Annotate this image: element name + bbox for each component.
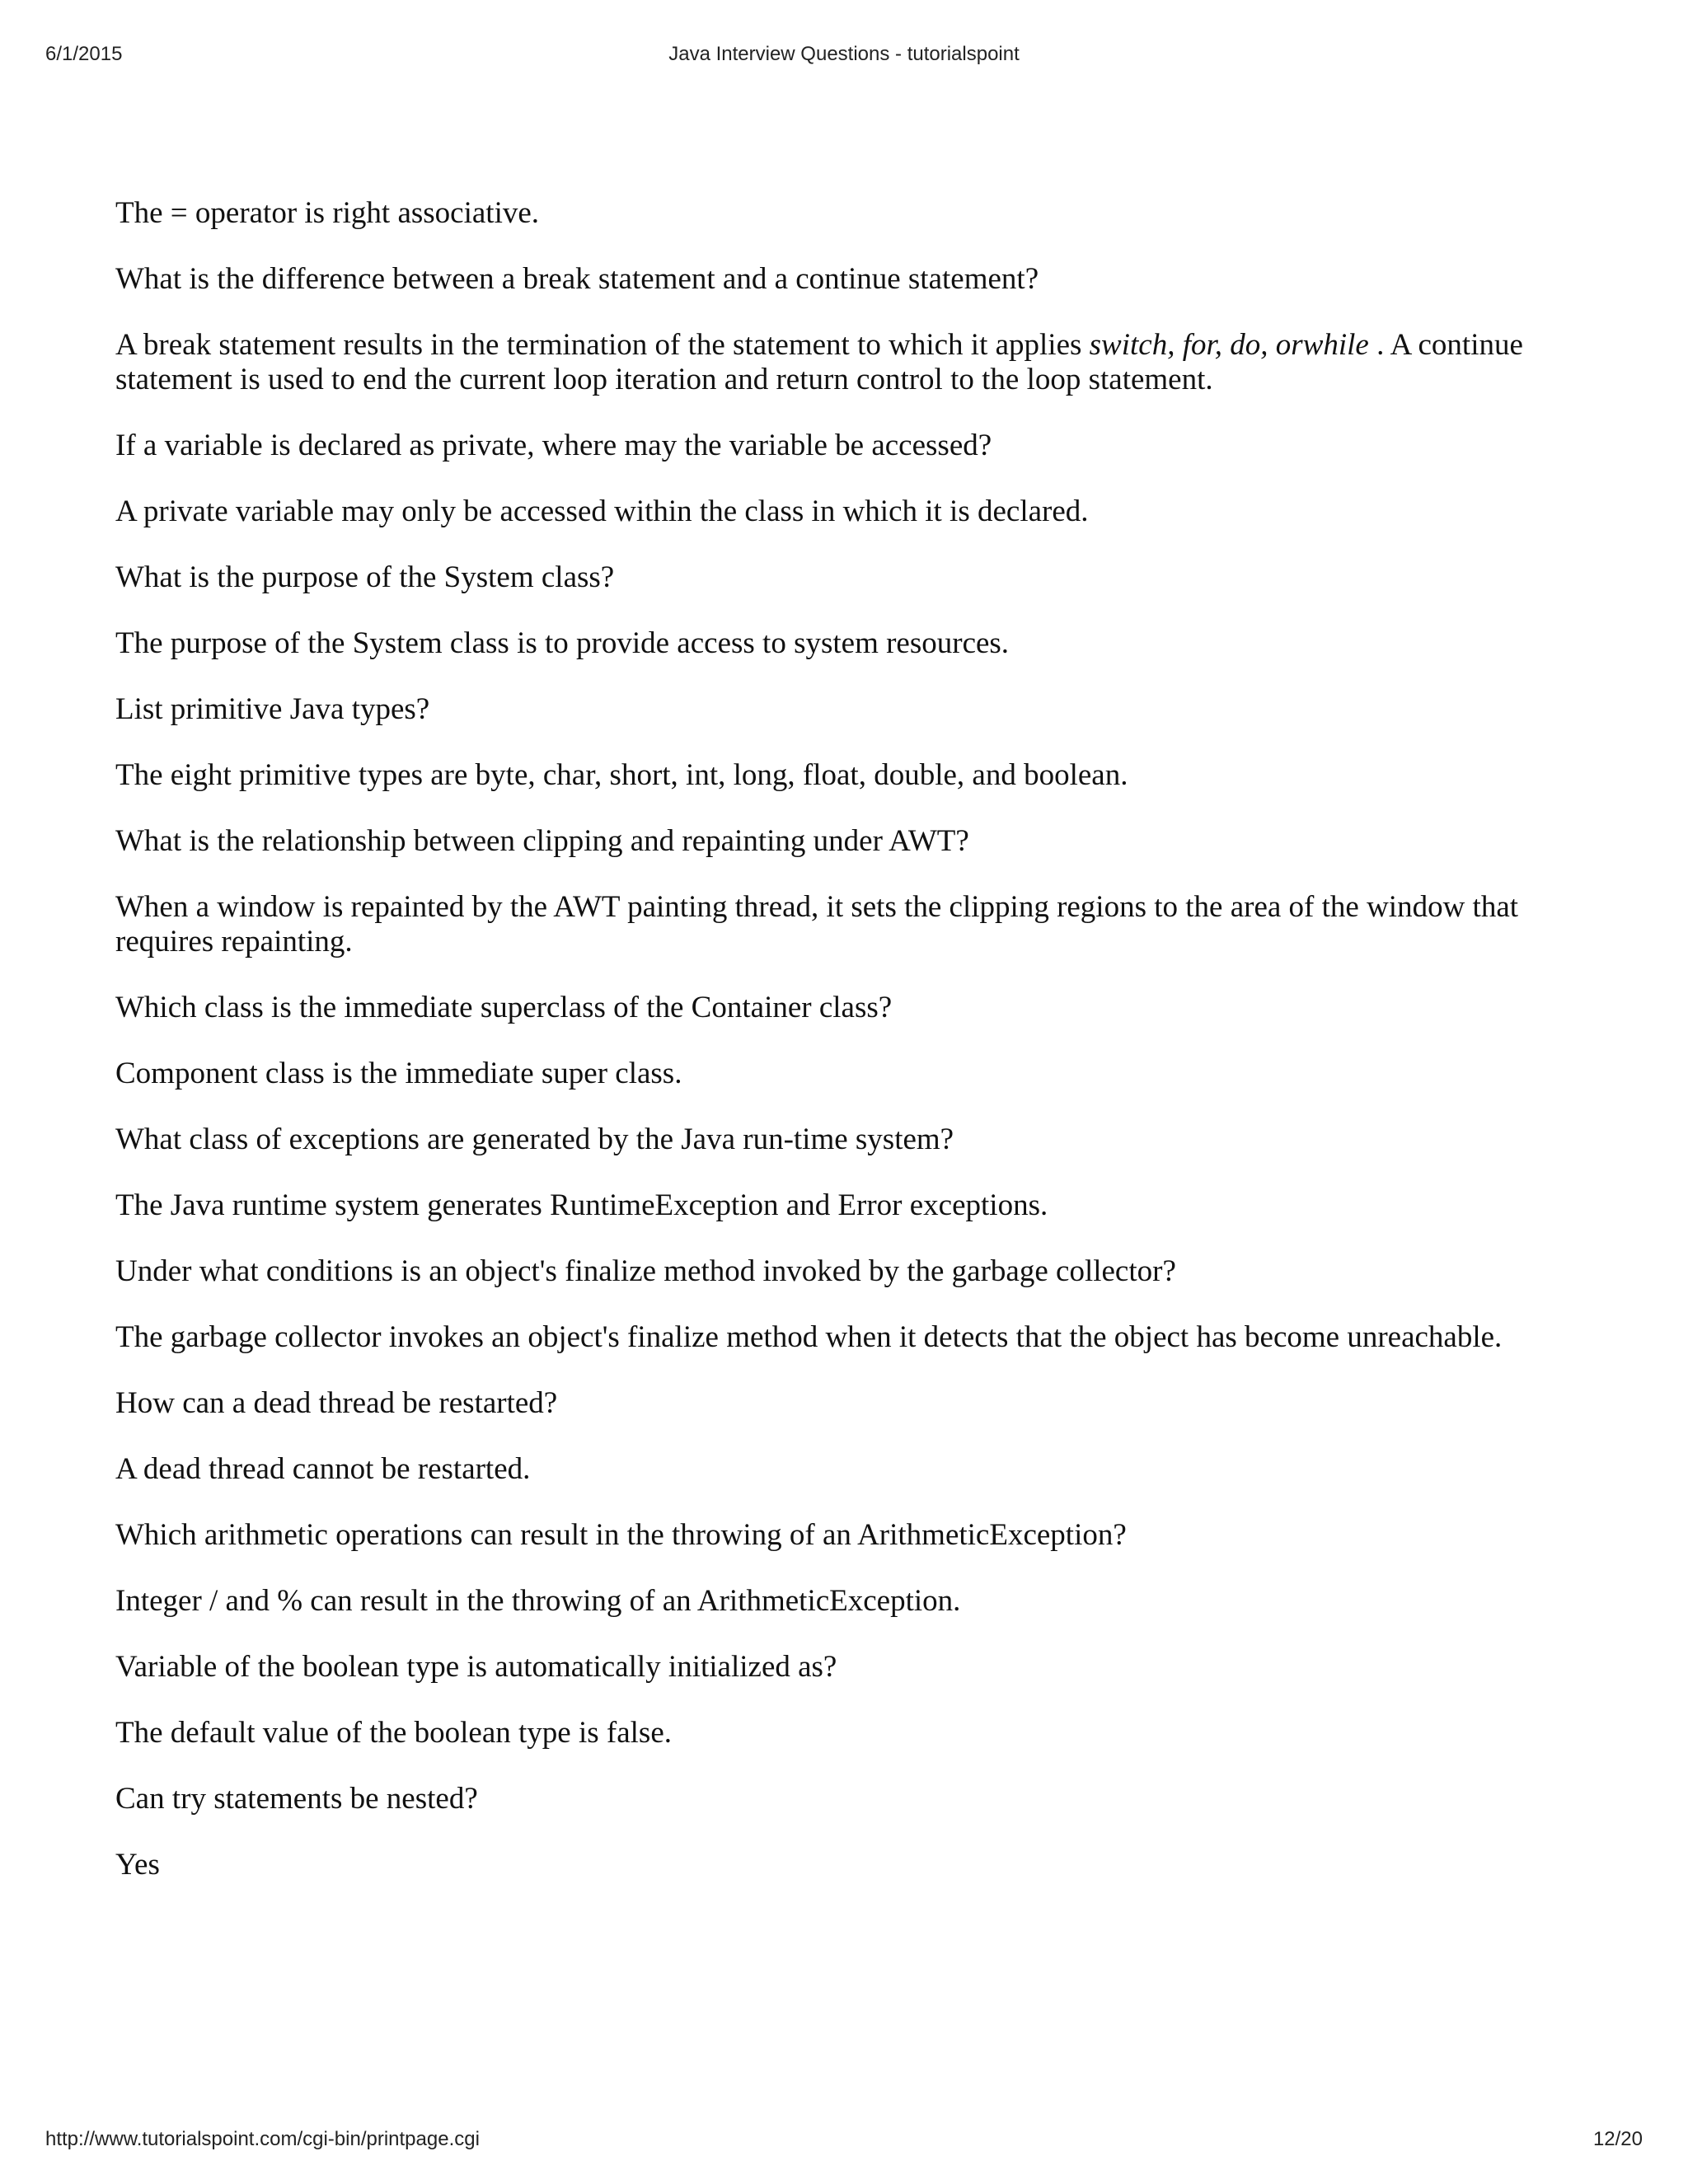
answer-paragraph (115, 328, 1566, 397)
answer-text: A break statement results in the termination of the statement to which it applies (115, 328, 1090, 362)
answer-paragraph: A dead thread cannot be restarted. (115, 1452, 531, 1486)
math-expression: switch, for, do, orwhile (1089, 328, 1369, 362)
answer-paragraph: The purpose of the System class is to provide access to system resources. (115, 626, 1010, 660)
page-number: 12/20 (1592, 2128, 1643, 2150)
answer-paragraph: The = operator is right associative. (115, 196, 540, 230)
question-paragraph: List primitive Java types? (115, 692, 430, 726)
answer-paragraph: Integer / and % can result in the throwing of an ArithmeticException. (115, 1584, 961, 1618)
question-paragraph: What is the purpose of the System class? (115, 560, 615, 594)
page-header (45, 41, 1643, 74)
question-paragraph: Which class is the immediate superclass of the Container class? (115, 991, 893, 1024)
source-url: http://www.tutorialspoint.com/cgi-bin/printpage.cgi (45, 2128, 480, 2150)
answer-paragraph: The garbage collector invokes an object's finalize method when it detects that the object has become unreachable. (115, 1320, 1503, 1354)
question-paragraph: Variable of the boolean type is automatically initialized as? (115, 1650, 837, 1684)
question-paragraph: If a variable is declared as private, where may the variable be accessed? (115, 429, 992, 462)
question-paragraph: What is the difference between a break statement and a continue statement? (115, 262, 1039, 296)
answer-paragraph: A private variable may only be accessed within the class in which it is declared. (115, 494, 1089, 528)
question-paragraph: Under what conditions is an object's finalize method invoked by the garbage collector? (115, 1254, 1176, 1288)
answer-paragraph: The Java runtime system generates RuntimeException and Error exceptions. (115, 1188, 1048, 1222)
print-date: 6/1/2015 (45, 43, 123, 65)
question-paragraph: How can a dead thread be restarted? (115, 1386, 558, 1420)
answer-paragraph: Component class is the immediate super class. (115, 1057, 682, 1090)
answer-paragraph: The default value of the boolean type is false. (115, 1716, 672, 1750)
question-paragraph: Which arithmetic operations can result in the throwing of an ArithmeticException? (115, 1518, 1127, 1552)
answer-paragraph: When a window is repainted by the AWT painting thread, it sets the clipping regions to the area of the window that requires repainting. (115, 890, 1519, 958)
question-paragraph: What is the relationship between clipping and repainting under AWT? (115, 824, 969, 858)
page-title: Java Interview Questions - tutorialspoint (668, 43, 1020, 65)
answer-paragraph: Yes (115, 1848, 160, 1882)
question-paragraph: What class of exceptions are generated by the Java run-time system? (115, 1122, 954, 1156)
article-content (115, 196, 1566, 1914)
page-footer (45, 2126, 1643, 2159)
question-paragraph: Can try statements be nested? (115, 1782, 478, 1816)
answer-paragraph: The eight primitive types are byte, char, short, int, long, float, double, and boolean. (115, 758, 1128, 792)
answer-text: . A continue statement is used to end the current loop iteration and return control to the loop statement. (115, 328, 1523, 396)
